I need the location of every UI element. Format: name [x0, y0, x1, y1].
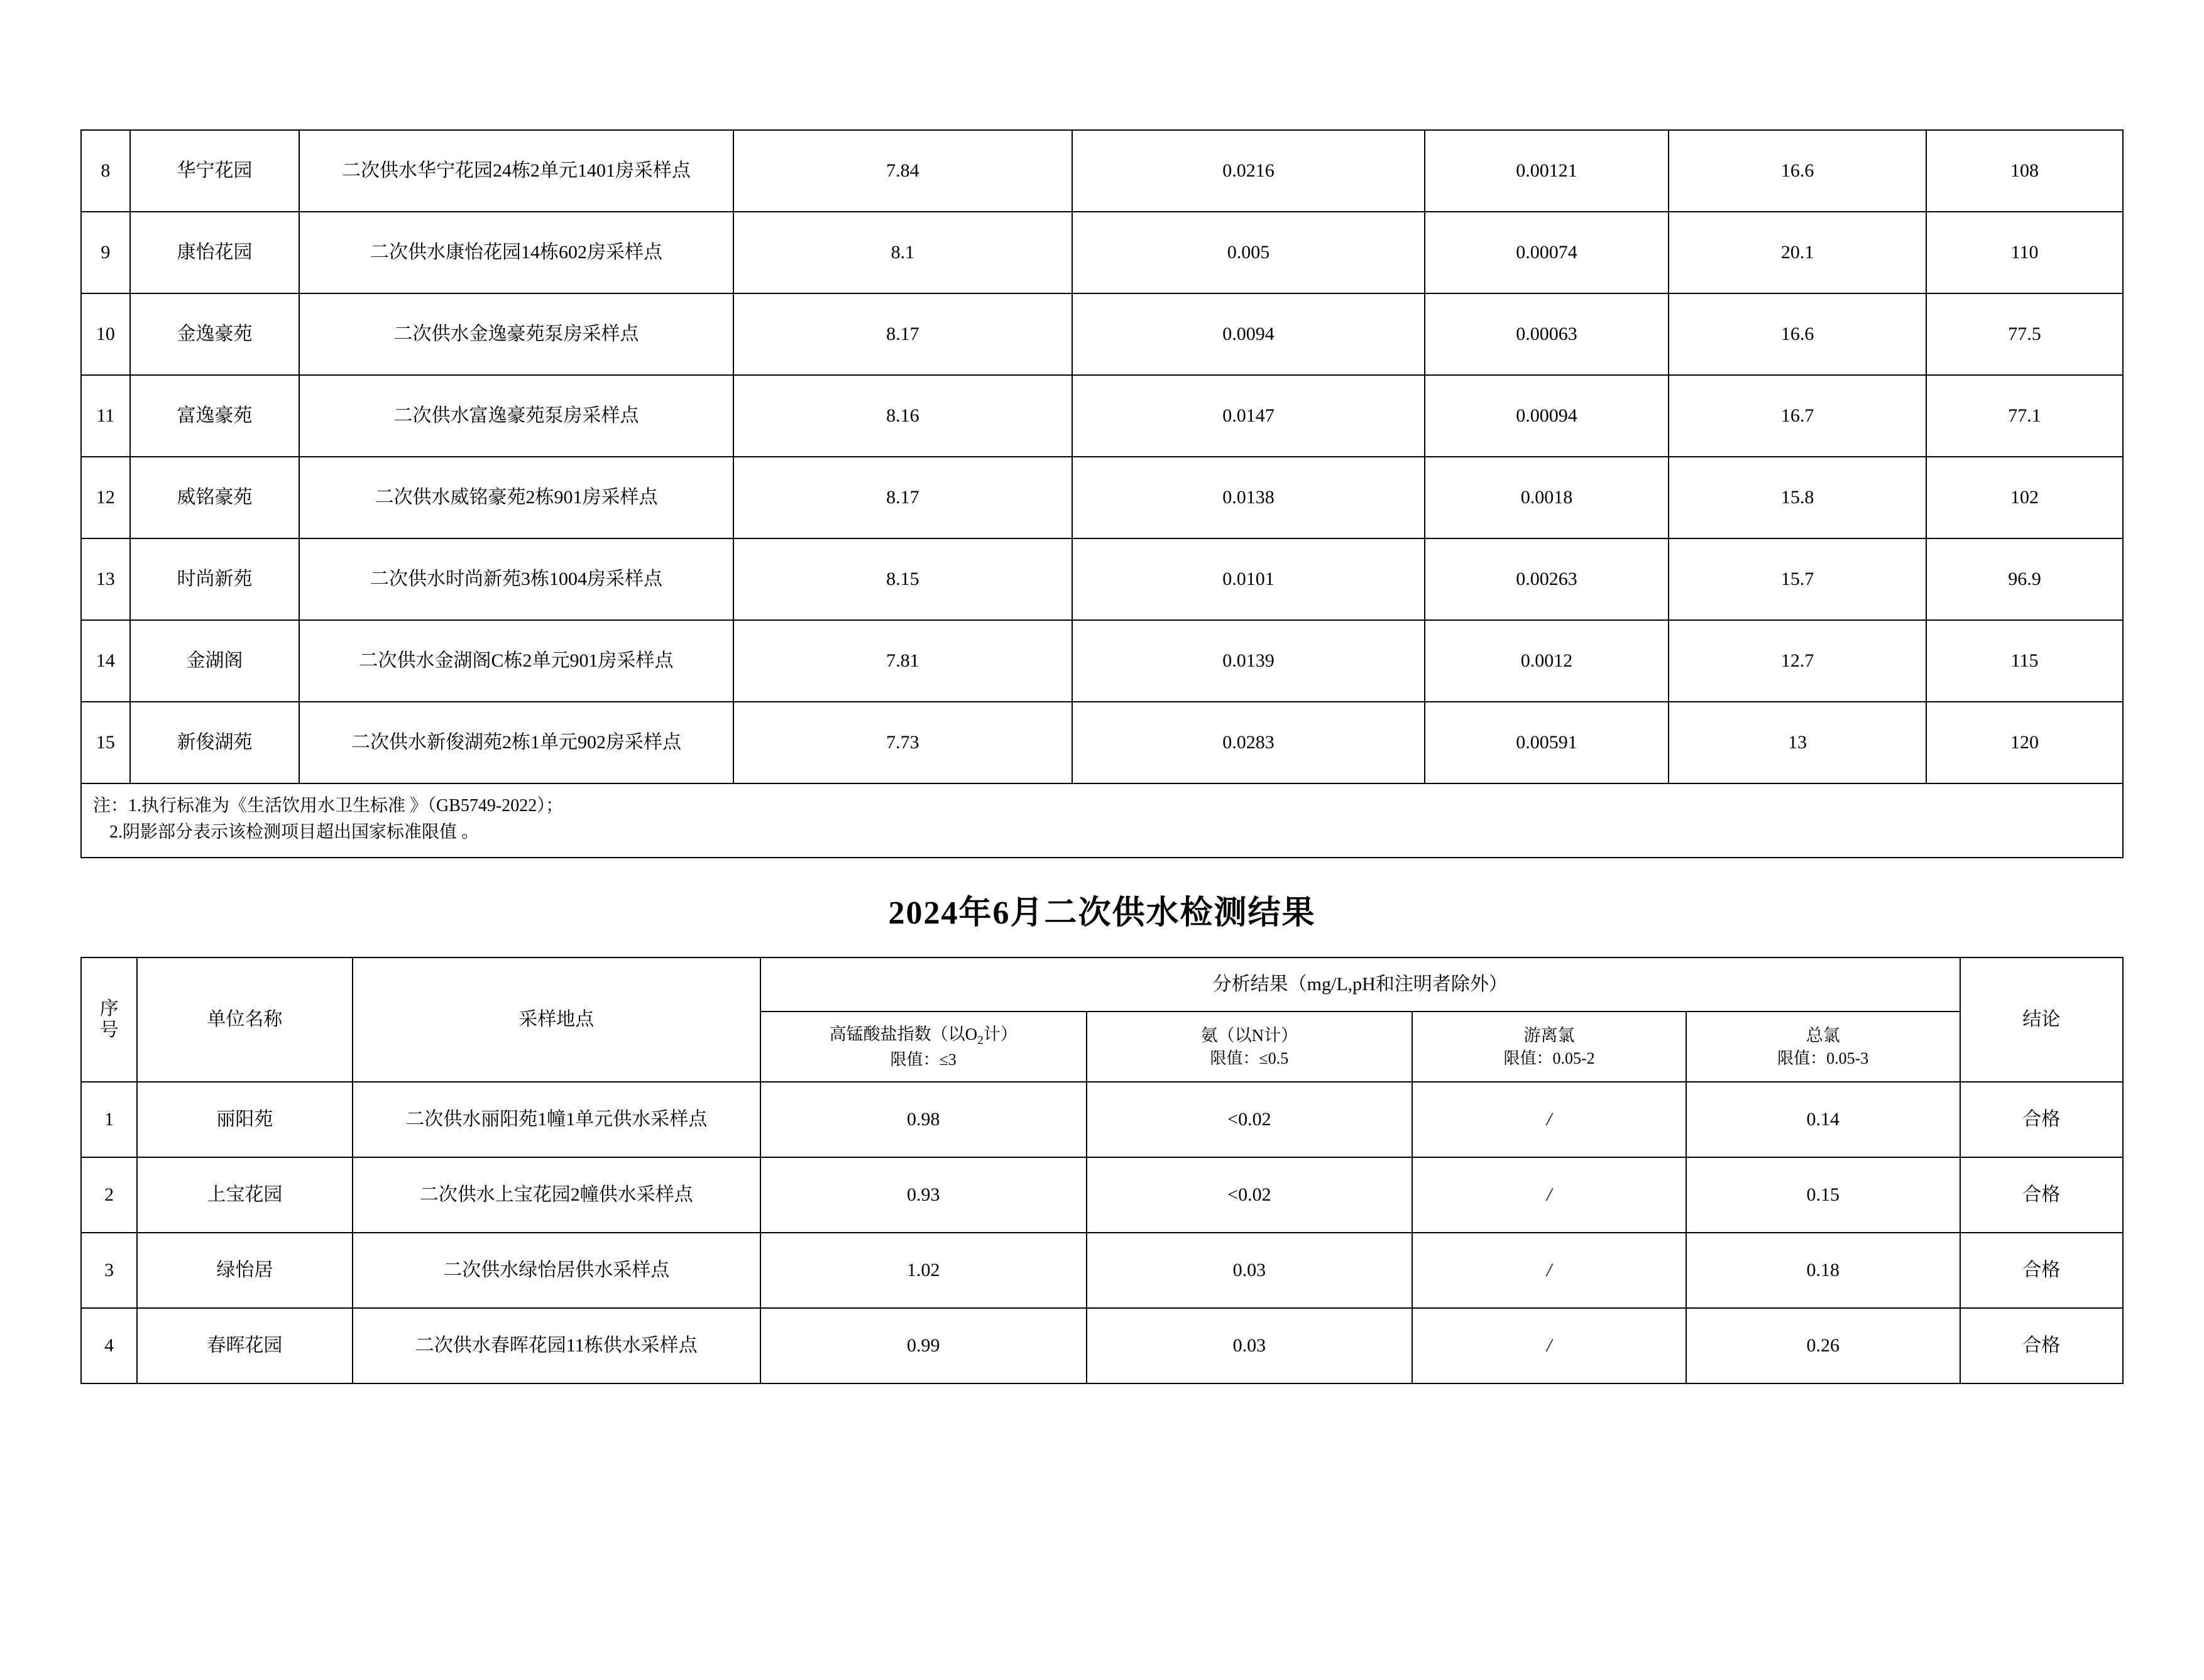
row-total-chlorine: 0.26 [1686, 1308, 1960, 1383]
row-sampling-site: 二次供水时尚新苑3栋1004房采样点 [299, 538, 733, 620]
row-sampling-site: 二次供水金湖阁C栋2单元901房采样点 [299, 620, 733, 702]
row-index: 10 [81, 293, 130, 375]
row-value-4: 16.6 [1669, 130, 1926, 212]
header-unit-name: 单位名称 [137, 957, 352, 1082]
row-value-1: 8.15 [733, 538, 1072, 620]
row-value-1: 7.73 [733, 702, 1072, 783]
header-analysis-group: 分析结果（mg/L,pH和注明者除外） [760, 957, 1960, 1012]
row-unit-name: 金逸豪苑 [130, 293, 300, 375]
row-unit-name: 春晖花园 [137, 1308, 352, 1383]
row-value-5: 77.1 [1926, 375, 2123, 457]
row-value-2: 0.005 [1072, 212, 1425, 293]
row-value-3: 0.00074 [1425, 212, 1669, 293]
row-total-chlorine: 0.18 [1686, 1233, 1960, 1308]
header-conclusion: 结论 [1960, 957, 2123, 1082]
table-row [81, 1308, 2123, 1383]
row-unit-name: 新俊湖苑 [130, 702, 300, 783]
row-ammonia: <0.02 [1087, 1157, 1413, 1233]
table-row [81, 538, 2123, 620]
row-value-4: 13 [1669, 702, 1926, 783]
header-permanganate-index: 高锰酸盐指数（以$O_2$计） 限值：≤3 [760, 1012, 1087, 1082]
header-total-chlorine: 总氯 限值：0.05-3 [1686, 1012, 1960, 1082]
table-row [81, 620, 2123, 702]
table-row [81, 1157, 2123, 1233]
row-sampling-site: 二次供水丽阳苑1幢1单元供水采样点 [353, 1082, 760, 1157]
row-value-4: 16.6 [1669, 293, 1926, 375]
row-ammonia: 0.03 [1087, 1308, 1413, 1383]
row-value-2: 0.0216 [1072, 130, 1425, 212]
row-index: 14 [81, 620, 130, 702]
row-unit-name: 康怡花园 [130, 212, 300, 293]
row-sampling-site: 二次供水威铭豪苑2栋901房采样点 [299, 457, 733, 538]
row-index: 8 [81, 130, 130, 212]
row-conclusion: 合格 [1960, 1157, 2123, 1233]
row-free-chlorine: / [1412, 1082, 1686, 1157]
row-free-chlorine: / [1412, 1308, 1686, 1383]
header-sampling-site: 采样地点 [353, 957, 760, 1082]
row-value-5: 77.5 [1926, 293, 2123, 375]
row-sampling-site: 二次供水春晖花园11栋供水采样点 [353, 1308, 760, 1383]
row-ammonia: <0.02 [1087, 1082, 1413, 1157]
row-sampling-site: 二次供水富逸豪苑泵房采样点 [299, 375, 733, 457]
row-value-2: 0.0147 [1072, 375, 1425, 457]
row-index: 9 [81, 212, 130, 293]
row-value-3: 0.00263 [1425, 538, 1669, 620]
footnote-line-2: 2.阴影部分表示该检测项目超出国家标准限值 。 [109, 822, 480, 842]
row-unit-name: 金湖阁 [130, 620, 300, 702]
table-row [81, 293, 2123, 375]
row-value-1: 8.1 [733, 212, 1072, 293]
row-value-5: 108 [1926, 130, 2123, 212]
row-value-2: 0.0094 [1072, 293, 1425, 375]
row-value-3: 0.0018 [1425, 457, 1669, 538]
page-title: 2024年6月二次供水检测结果 [888, 895, 1316, 931]
table-row [81, 130, 2123, 212]
row-value-3: 0.00094 [1425, 375, 1669, 457]
row-conclusion: 合格 [1960, 1308, 2123, 1383]
row-index: 12 [81, 457, 130, 538]
row-permanganate-index: 1.02 [760, 1233, 1087, 1308]
table-footnote [80, 784, 2124, 858]
table-row [81, 702, 2123, 783]
row-sampling-site: 二次供水康怡花园14栋602房采样点 [299, 212, 733, 293]
row-unit-name: 华宁花园 [130, 130, 300, 212]
row-value-5: 115 [1926, 620, 2123, 702]
row-index: 2 [81, 1157, 137, 1233]
document-page [0, 129, 2204, 1680]
row-unit-name: 富逸豪苑 [130, 375, 300, 457]
row-value-5: 110 [1926, 212, 2123, 293]
row-free-chlorine: / [1412, 1157, 1686, 1233]
row-index: 11 [81, 375, 130, 457]
row-conclusion: 合格 [1960, 1082, 2123, 1157]
row-permanganate-index: 0.99 [760, 1308, 1087, 1383]
row-index: 1 [81, 1082, 137, 1157]
row-index: 13 [81, 538, 130, 620]
row-value-2: 0.0139 [1072, 620, 1425, 702]
table-row [81, 1233, 2123, 1308]
row-ammonia: 0.03 [1087, 1233, 1413, 1308]
header-free-chlorine: 游离氯 限值：0.05-2 [1412, 1012, 1686, 1082]
header-ammonia: 氨（以N计） 限值：≤0.5 [1087, 1012, 1413, 1082]
row-sampling-site: 二次供水金逸豪苑泵房采样点 [299, 293, 733, 375]
row-unit-name: 上宝花园 [137, 1157, 352, 1233]
row-value-1: 8.16 [733, 375, 1072, 457]
water-quality-table-june [80, 957, 2124, 1384]
water-quality-table-continued [80, 129, 2124, 784]
row-value-4: 20.1 [1669, 212, 1926, 293]
row-sampling-site: 二次供水新俊湖苑2栋1单元902房采样点 [299, 702, 733, 783]
row-unit-name: 威铭豪苑 [130, 457, 300, 538]
row-value-4: 15.7 [1669, 538, 1926, 620]
row-value-5: 102 [1926, 457, 2123, 538]
row-value-2: 0.0283 [1072, 702, 1425, 783]
row-sampling-site: 二次供水上宝花园2幢供水采样点 [353, 1157, 760, 1233]
row-value-2: 0.0138 [1072, 457, 1425, 538]
row-value-5: 96.9 [1926, 538, 2123, 620]
row-unit-name: 丽阳苑 [137, 1082, 352, 1157]
row-value-1: 7.81 [733, 620, 1072, 702]
row-value-4: 12.7 [1669, 620, 1926, 702]
row-value-1: 8.17 [733, 457, 1072, 538]
row-value-3: 0.0012 [1425, 620, 1669, 702]
row-free-chlorine: / [1412, 1233, 1686, 1308]
row-conclusion: 合格 [1960, 1233, 2123, 1308]
table-row [81, 1082, 2123, 1157]
row-permanganate-index: 0.93 [760, 1157, 1087, 1233]
row-sampling-site: 二次供水华宁花园24栋2单元1401房采样点 [299, 130, 733, 212]
row-value-4: 15.8 [1669, 457, 1926, 538]
row-unit-name: 绿怡居 [137, 1233, 352, 1308]
row-value-1: 8.17 [733, 293, 1072, 375]
table-row [81, 375, 2123, 457]
table-header-row-1 [81, 957, 2123, 1012]
row-value-5: 120 [1926, 702, 2123, 783]
row-unit-name: 时尚新苑 [130, 538, 300, 620]
row-value-3: 0.00121 [1425, 130, 1669, 212]
row-total-chlorine: 0.15 [1686, 1157, 1960, 1233]
row-index: 15 [81, 702, 130, 783]
row-value-1: 7.84 [733, 130, 1072, 212]
table-row [81, 457, 2123, 538]
header-index: 序 号 [81, 957, 137, 1082]
row-total-chlorine: 0.14 [1686, 1082, 1960, 1157]
footnote-line-1: 注：1.执行标准为《生活饮用水卫生标准 》（GB5749-2022）； [93, 796, 564, 815]
row-value-3: 0.00591 [1425, 702, 1669, 783]
row-value-4: 16.7 [1669, 375, 1926, 457]
row-index: 4 [81, 1308, 137, 1383]
row-value-3: 0.00063 [1425, 293, 1669, 375]
row-index: 3 [81, 1233, 137, 1308]
row-permanganate-index: 0.98 [760, 1082, 1087, 1157]
row-value-2: 0.0101 [1072, 538, 1425, 620]
table-row [81, 212, 2123, 293]
row-sampling-site: 二次供水绿怡居供水采样点 [353, 1233, 760, 1308]
